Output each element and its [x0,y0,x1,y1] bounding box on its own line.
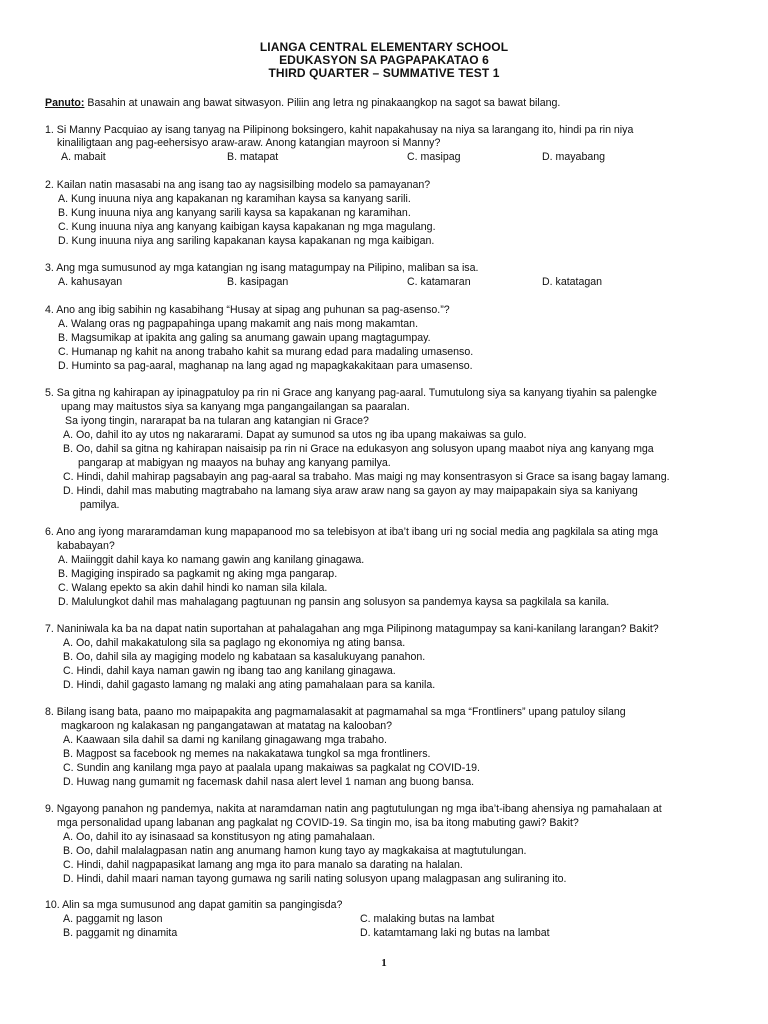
question-8-text: magkaroon ng kalakasan ng pangangatawan at matatag na kalooban? [61,720,393,732]
choice-2c: C. Kung inuuna niya ang kanyang kaibigan kaysa kapakanan ng mga magulang. [58,221,436,233]
choice-2d: D. Kung inuuna niya ang sariling kapakanan kaysa kapakanan ng mga kaibigan. [58,235,435,247]
choice-6d: D. Malulungkot dahil mas mahalagang pagtuunan ng pansin ang solusyon sa pandemya kaysa sa pagkilala sa kanila. [58,596,610,608]
choice-8a: A. Kaawaan sila dahil sa dami ng kanilang ginagawang mga trabaho. [63,734,387,746]
choice-5d: pamilya. [80,499,120,511]
choice-3c: C. katamaran [407,276,471,288]
question-5-prompt: Sa iyong tingin, nararapat ba na tularan ang katangian ni Grace? [65,415,369,427]
choice-8b: B. Magpost sa facebook ng memes na nakakatawa tungkol sa mga frontliners. [63,748,431,760]
choice-9c: C. Hindi, dahil nagpapasikat lamang ang mga ito para manalo sa darating na halalan. [63,859,463,871]
choice-3b: B. kasipagan [227,276,289,288]
choice-7a: A. Oo, dahil makakatulong sila sa paglago ng ekonomiya ng ating bansa. [63,637,406,649]
instructions-label: Panuto: [45,97,85,109]
choice-9d: D. Hindi, dahil maari naman tayong gumawa ng sarili nating solusyon upang malagpasan ang suliraning ito. [63,873,567,885]
choice-8d: D. Huwag nang gumamit ng facemask dahil nasa alert level 1 naman ang buong bansa. [63,776,475,788]
question-6-text: 6. Ano ang iyong mararamdaman kung mapapanood mo sa telebisyon at iba’t ibang uri ng social media ang pagkilala sa ating mga [45,526,659,538]
choice-5b: B. Oo, dahil sa gitna ng kahirapan naisaisip pa rin ni Grace na edukasyon ang solusyon upang maabot niya ang kanyang mga [63,443,654,455]
choice-4b: B. Magsumikap at ipakita ang galing sa anumang gawain upang magtagumpay. [58,332,431,344]
question-1-text: kinaliligtaan ang pag-eehersisyo araw-araw. Anong katangian mayroon si Manny? [57,137,441,149]
question-7-text: 7. Naniniwala ka ba na dapat natin suportahan at pahalagahan ang mga Pilipinong matagumpay sa kani-kanilang larangan? Bakit? [45,623,659,635]
question-3-text: 3. Ang mga sumusunod ay mga katangian ng isang matagumpay na Pilipino, maliban sa isa. [45,262,479,274]
question-5-text: 5. Sa gitna ng kahirapan ay ipinagpatuloy pa rin ni Grace ang kanyang pag-aaral. Tumutulong siya sa kanyang tiyahin sa palengke [45,387,657,399]
question-9-text: 9. Ngayong panahon ng pandemya, nakita at naramdaman natin ang pagtutulungan ng mga iba’t-ibang ahensiya ng pamahalaan at [45,803,662,815]
question-8-text: 8. Bilang isang bata, paano mo maipapakita ang pagmamalasakit at pagmamahal sa mga “Frontliners” upang patuloy silang [45,706,626,718]
instructions-text: Basahin at unawain ang bawat sitwasyon. Piliin ang letra ng pinakaangkop na sagot sa bawat bilang. [87,97,561,109]
instructions [45,97,560,109]
choice-3d: D. katatagan [542,276,603,288]
choice-5d: D. Hindi, dahil mas mabuting magtrabaho na lamang siya araw araw nang sa gayon ay may maipapakain siya sa kaniyang [63,485,638,497]
question-1-text: 1. Si Manny Pacquiao ay isang tanyag na Pilipinong boksingero, kahit napakahusay na niya sa larangang ito, hindi pa rin niya [45,124,634,136]
choice-9b: B. Oo, dahil malalagpasan natin ang anumang hamon kung tayo ay magkakaisa at magtutulungan. [63,845,527,857]
question-9-text: mga personalidad upang labanan ang pagkalat ng COVID-19. Sa tingin mo, isa ba itong mabuting gawi? Bakit? [57,817,579,829]
choice-10c: C. malaking butas na lambat [360,913,495,925]
school-name: LIANGA CENTRAL ELEMENTARY SCHOOL [259,40,509,54]
choice-1b: B. matapat [227,151,279,163]
choice-9a: A. Oo, dahil ito ay isinasaad sa konstitusyon ng ating pamahalaan. [63,831,376,843]
subject-title: EDUKASYON SA PAGPAPAKATAO 6 [279,53,489,67]
choice-5c: C. Hindi, dahil mahirap pagsabayin ang pag-aaral sa trabaho. Mas maigi ng may konsentrasyon si Grace sa isang bagay lamang. [63,471,670,483]
choice-1d: D. mayabang [542,151,606,163]
choice-3a: A. kahusayan [58,276,123,288]
choice-2b: B. Kung inuuna niya ang kanyang sarili kaysa sa kapakanan ng karamihan. [58,207,411,219]
choice-4d: D. Huminto sa pag-aaral, maghanap na lang agad ng mapagkakakitaan para umasenso. [58,360,473,372]
choice-2a: A. Kung inuuna niya ang kapakanan ng karamihan kaysa sa kanyang sarili. [58,193,411,205]
question-4-text: 4. Ano ang ibig sabihin ng kasabihang “Husay at sipag ang puhunan sa pag-asenso.”? [45,304,450,316]
choice-5b: pangarap at mabigyan ng maayos na buhay ang kanyang pamilya. [78,457,391,469]
question-10-text: 10. Alin sa mga sumusunod ang dapat gamitin sa pangingisda? [45,899,343,911]
page-number: 1 [381,957,387,969]
choice-10b: B. paggamit ng dinamita [63,927,178,939]
choice-7d: D. Hindi, dahil gagasto lamang ng malaki ang ating pamahalaan para sa kanila. [63,679,436,691]
test-title: THIRD QUARTER – SUMMATIVE TEST 1 [268,66,500,80]
choice-6b: B. Magiging inspirado sa pagkamit ng aking mga pangarap. [58,568,338,580]
choice-10a: A. paggamit ng lason [63,913,163,925]
choice-7b: B. Oo, dahil sila ay magiging modelo ng kabataan sa kasalukuyang panahon. [63,651,426,663]
choice-4c: C. Humanap ng kahit na anong trabaho kahit sa murang edad para madaling umasenso. [58,346,474,358]
choice-4a: A. Walang oras ng pagpapahinga upang makamit ang nais mong makamtan. [58,318,419,330]
choice-7c: C. Hindi, dahil kaya naman gawin ng ibang tao ang kanilang ginagawa. [63,665,396,677]
question-2-text: 2. Kailan natin masasabi na ang isang tao ay nagsisilbing modelo sa pamayanan? [45,179,431,191]
choice-10d: D. katamtamang laki ng butas na lambat [360,927,550,939]
question-6-text: kababayan? [57,540,115,552]
choice-6c: C. Walang epekto sa akin dahil hindi ko naman sila kilala. [58,582,328,594]
choice-5a: A. Oo, dahil ito ay utos ng nakararami. Dapat ay sumunod sa utos ng iba upang makaiwas sa gulo. [63,429,527,441]
choice-8c: C. Sundin ang kanilang mga payo at paalala upang makaiwas sa pagkalat ng COVID-19. [63,762,480,774]
choice-6a: A. Maiinggit dahil kaya ko namang gawin ang kanilang ginagawa. [58,554,365,566]
choice-1a: A. mabait [61,151,106,163]
choice-1c: C. masipag [407,151,461,163]
question-5-text: upang may maitustos siya sa kanyang mga pangangailangan sa paaralan. [61,401,410,413]
